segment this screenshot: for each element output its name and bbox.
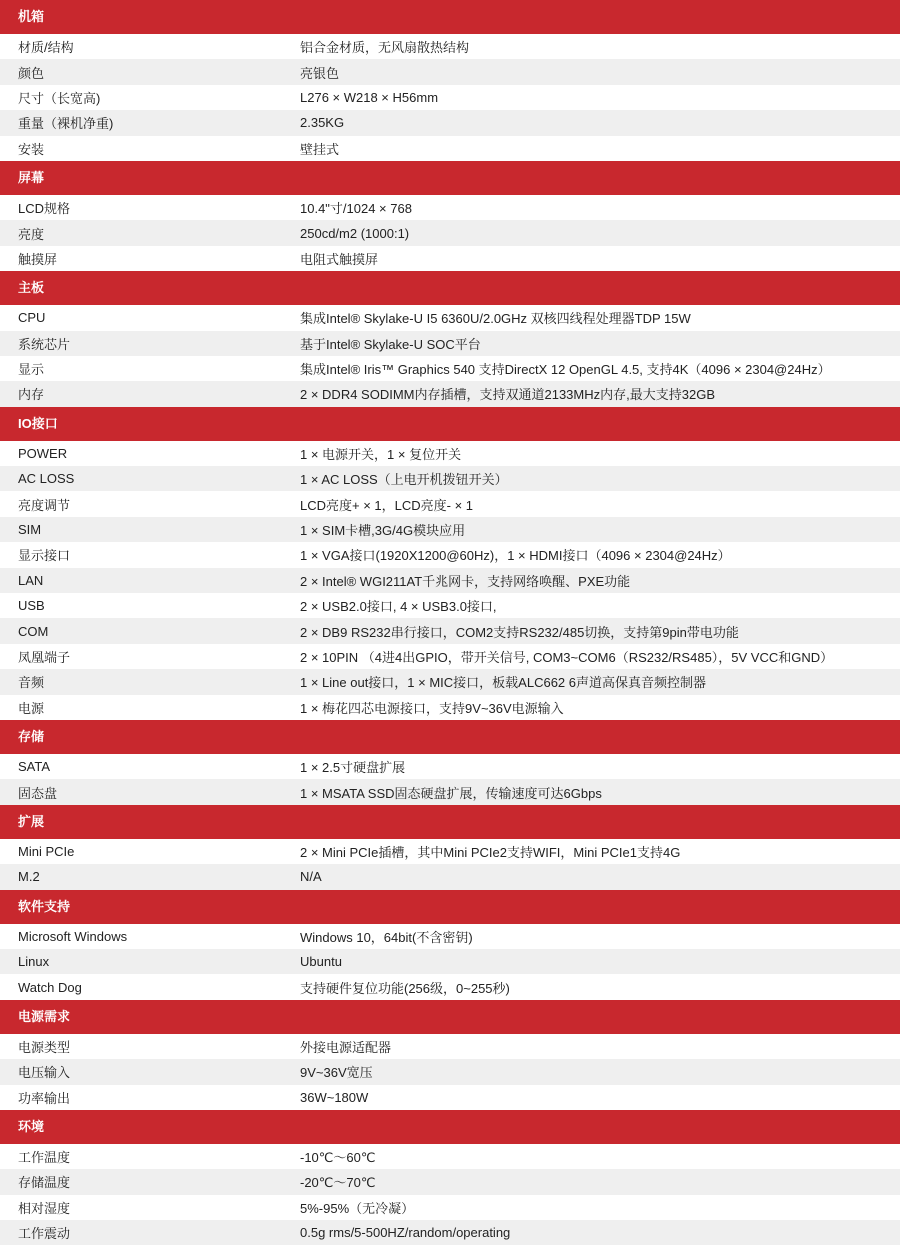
- spec-row: [0, 1220, 900, 1245]
- spec-label: USB: [18, 598, 45, 614]
- spec-row: [0, 1034, 900, 1059]
- spec-label: 内存: [18, 387, 45, 403]
- spec-row: [0, 779, 900, 804]
- spec-value: 2 × DDR4 SODIMM内存插槽，支持双通道2133MHz内存,最大支持32GB: [300, 387, 715, 403]
- section-header: 存储: [0, 720, 900, 754]
- spec-label: 亮度调节: [18, 497, 71, 513]
- spec-value: 2.35KG: [300, 115, 345, 131]
- spec-value: -10℃～60℃: [300, 1150, 376, 1166]
- spec-row: [0, 110, 900, 135]
- spec-row: [0, 542, 900, 567]
- spec-label: POWER: [18, 445, 68, 461]
- section-header: 软件支持: [0, 890, 900, 924]
- spec-row: [0, 839, 900, 864]
- spec-row: [0, 568, 900, 593]
- spec-label: 音频: [18, 675, 45, 691]
- spec-value: 1 × 电源开关，1 × 复位开关: [300, 446, 462, 462]
- spec-row: [0, 85, 900, 110]
- spec-label: 安装: [18, 141, 45, 157]
- spec-value: -20℃～70℃: [300, 1175, 376, 1191]
- spec-row: [0, 331, 900, 356]
- spec-row: [0, 1059, 900, 1084]
- spec-row: [0, 864, 900, 889]
- spec-value: 1 × VGA接口(1920X1200@60Hz)，1 × HDMI接口（4096 × 2304@24Hz）: [300, 548, 731, 564]
- spec-row: [0, 34, 900, 59]
- spec-row: [0, 381, 900, 406]
- spec-label: 重量（裸机净重): [18, 116, 114, 132]
- spec-label: 电压输入: [18, 1065, 71, 1081]
- spec-value: 2 × USB2.0接口, 4 × USB3.0接口,: [300, 599, 497, 615]
- spec-value: 5%-95%（无冷凝）: [300, 1200, 415, 1216]
- spec-value: 电阻式触摸屏: [300, 251, 379, 267]
- spec-label: 电源: [18, 700, 45, 716]
- spec-row: [0, 305, 900, 330]
- spec-row: [0, 754, 900, 779]
- spec-value: 铝合金材质，无风扇散热结构: [300, 40, 470, 56]
- spec-label: Watch Dog: [18, 979, 82, 995]
- spec-value: 0.5g rms/5-500HZ/random/operating: [300, 1225, 511, 1241]
- spec-value: 外接电源适配器: [300, 1039, 392, 1055]
- spec-label: Mini PCIe: [18, 843, 75, 859]
- spec-label: 系统芯片: [18, 336, 71, 352]
- spec-row: [0, 441, 900, 466]
- spec-value: 10.4"寸/1024 × 768: [300, 201, 412, 217]
- spec-label: M.2: [18, 869, 40, 885]
- spec-label: LAN: [18, 572, 44, 588]
- spec-value: 1 × MSATA SSD固态硬盘扩展，传输速度可达6Gbps: [300, 785, 602, 801]
- spec-label: 相对湿度: [18, 1200, 71, 1216]
- spec-row: [0, 618, 900, 643]
- spec-row: [0, 1085, 900, 1110]
- spec-value: 集成Intel® Skylake-U I5 6360U/2.0GHz 双核四线程处理器TDP 15W: [300, 311, 691, 327]
- spec-value: L276 × W218 × H56mm: [300, 89, 439, 105]
- spec-value: 2 × DB9 RS232串行接口，COM2支持RS232/485切换，支持第9pin带电功能: [300, 624, 739, 640]
- spec-row: [0, 466, 900, 491]
- spec-row: [0, 1144, 900, 1169]
- spec-label: 显示接口: [18, 548, 71, 564]
- section-header: IO接口: [0, 407, 900, 441]
- spec-row: [0, 949, 900, 974]
- spec-label: 功率输出: [18, 1090, 71, 1106]
- spec-row: [0, 695, 900, 720]
- spec-value: 亮银色: [300, 65, 340, 81]
- spec-row: [0, 246, 900, 271]
- spec-label: 工作温度: [18, 1150, 71, 1166]
- section-header: 扩展: [0, 805, 900, 839]
- spec-row: [0, 1169, 900, 1194]
- spec-value: N/A: [300, 869, 322, 885]
- spec-row: [0, 195, 900, 220]
- spec-label: AC LOSS: [18, 471, 75, 487]
- spec-label: 材质/结构: [18, 40, 74, 56]
- spec-value: 9V~36V宽压: [300, 1065, 373, 1081]
- spec-value: 1 × SIM卡槽,3G/4G模块应用: [300, 523, 466, 539]
- spec-value: 1 × 梅花四芯电源接口，支持9V~36V电源输入: [300, 700, 564, 716]
- spec-row: [0, 593, 900, 618]
- spec-row: [0, 491, 900, 516]
- spec-value: 壁挂式: [300, 141, 340, 157]
- spec-value: 2 × 10PIN （4进4出GPIO，带开关信号, COM3~COM6（RS232/RS485），5V VCC和GND）: [300, 650, 834, 665]
- spec-label: 显示: [18, 362, 45, 378]
- spec-label: 固态盘: [18, 785, 58, 801]
- spec-value: 36W~180W: [300, 1089, 369, 1105]
- section-header: 机箱: [0, 0, 900, 34]
- spec-value: 集成Intel® Iris™ Graphics 540 支持DirectX 12 OpenGL 4.5, 支持4K（4096 × 2304@24Hz）: [300, 362, 831, 378]
- spec-value: 1 × AC LOSS（上电开机拨钮开关）: [300, 472, 508, 488]
- spec-row: [0, 136, 900, 161]
- spec-value: 250cd/m2 (1000:1): [300, 225, 410, 241]
- spec-label: 颜色: [18, 65, 45, 81]
- spec-row: [0, 924, 900, 949]
- spec-label: LCD规格: [18, 201, 71, 217]
- spec-value: 支持硬件复位功能(256级，0~255秒): [300, 980, 510, 996]
- spec-value: 1 × 2.5寸硬盘扩展: [300, 760, 406, 776]
- spec-value: 基于Intel® Skylake-U SOC平台: [300, 336, 481, 352]
- spec-label: 触摸屏: [18, 251, 58, 267]
- section-header: 主板: [0, 271, 900, 305]
- spec-row: [0, 517, 900, 542]
- spec-row: [0, 356, 900, 381]
- spec-label: Microsoft Windows: [18, 928, 128, 944]
- spec-label: 亮度: [18, 226, 45, 242]
- spec-label: SIM: [18, 522, 42, 538]
- spec-row: [0, 669, 900, 694]
- spec-value: LCD亮度+ × 1，LCD亮度- × 1: [300, 497, 474, 513]
- spec-label: CPU: [18, 310, 46, 326]
- spec-label: 存储温度: [18, 1175, 71, 1191]
- spec-row: [0, 644, 900, 669]
- spec-row: [0, 59, 900, 84]
- spec-label: 尺寸（长宽高): [18, 90, 101, 106]
- spec-label: SATA: [18, 759, 51, 775]
- section-header: 电源需求: [0, 1000, 900, 1034]
- spec-label: 凤凰端子: [18, 650, 71, 665]
- spec-value: Windows 10，64bit(不含密钥): [300, 929, 473, 945]
- spec-label: 电源类型: [18, 1039, 71, 1055]
- spec-value: Ubuntu: [300, 954, 342, 970]
- section-header: 环境: [0, 1110, 900, 1144]
- spec-label: COM: [18, 623, 49, 639]
- spec-label: Linux: [18, 954, 50, 970]
- spec-row: [0, 1195, 900, 1220]
- spec-value: 2 × Mini PCIe插槽，其中Mini PCIe2支持WIFI，Mini PCIe1支持4G: [300, 844, 681, 860]
- spec-label: 工作震动: [18, 1226, 71, 1242]
- spec-row: [0, 974, 900, 999]
- spec-value: 2 × Intel® WGI211AT千兆网卡，支持网络唤醒、PXE功能: [300, 573, 631, 589]
- spec-row: [0, 220, 900, 245]
- section-header: 屏幕: [0, 161, 900, 195]
- spec-value: 1 × Line out接口，1 × MIC接口，板载ALC662 6声道高保真音频控制器: [300, 675, 707, 691]
